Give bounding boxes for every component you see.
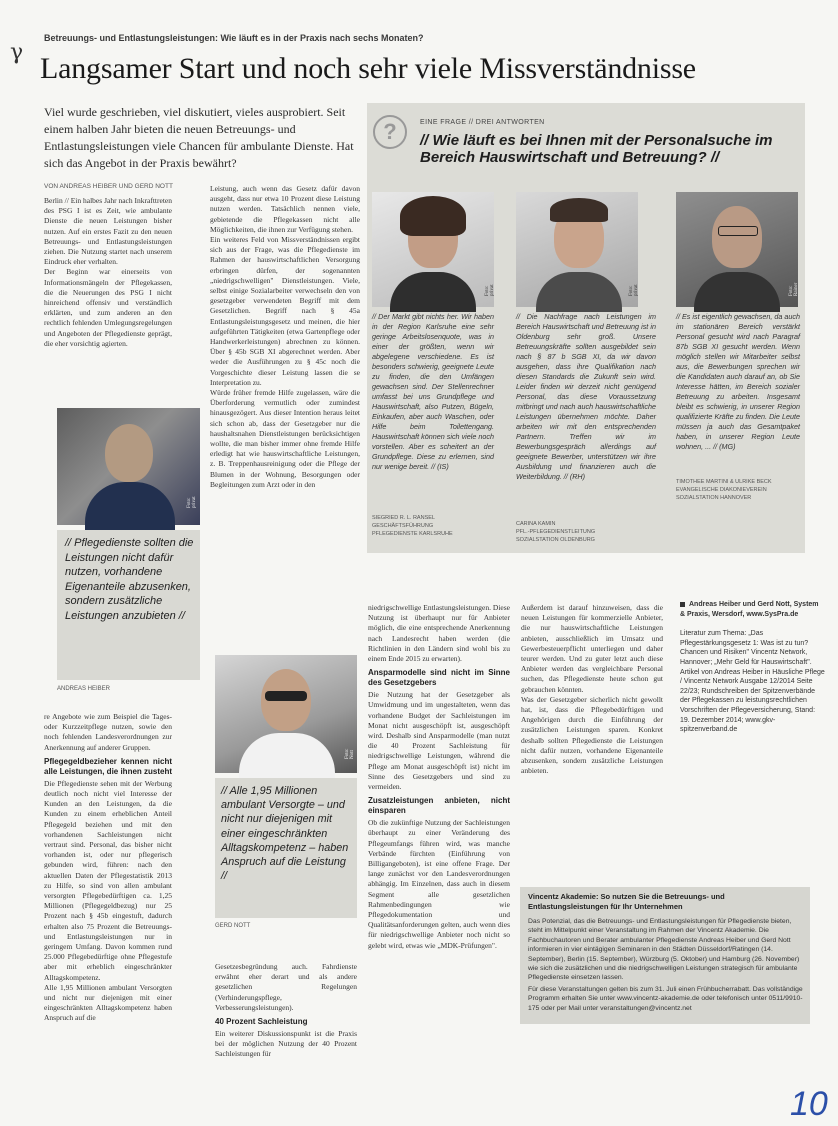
paragraph: Gesetzesbegründung auch. Fahrdienste erwähnt eher derart und als andere gesetzlichen Regelungen (Verhinderungspflege, Verbesserungsleistungen). — [215, 962, 357, 1012]
bullet-square-icon — [680, 602, 685, 607]
column-1-bottom — [44, 712, 172, 1024]
info-box-title: Vincentz Akademie: So nutzen Sie die Betreuungs- und Entlastungsleistungen für Ihr Unternehmen — [528, 892, 725, 911]
respondent-photo-1 — [372, 192, 494, 307]
photo-credit: Foto: Rainer — [789, 282, 799, 296]
info-box — [520, 887, 810, 1024]
answer-text: // Die Nachfrage nach Leistungen im Bereich Hauswirtschaft und Betreuung ist in Oldenburg sehr groß. Unsere Betreuungskräfte sollten ausgebildet sein nach § 87 b SGB XI, da wir davon ausgehen, dass ihre Qualifikation nach diesen Standards die Zukunft sein wird. Leider finden wir derzeit nicht genügend Personal, das diese Voraussetzung mitbringt und nach auch hauswirtschaftliche Leistungen übernehmen möchte. Daher arbeiten wir mit den entsprechenden Partnern. Treffen wir im Bewerbungsgespräch allerdings auf geeignete Bewerber, unterstützen wir ihre Ausbildung und finanzieren auch die Weiterbildung. // — [516, 312, 656, 481]
portrait-hair — [550, 198, 608, 222]
survey-signature-3: TIMOTHEE MARTINI & ULRIKE BECK EVANGELISCHE DIAKONIEVEREIN SOZIALSTATION HANNOVER — [676, 479, 772, 501]
pen-mark: γ — [10, 40, 24, 65]
column-1-top — [44, 196, 172, 349]
survey-kicker: EINE FRAGE // DREI ANTWORTEN — [420, 119, 545, 126]
section-heading: Ansparmodelle sind nicht im Sinne des Gesetzgebers — [368, 668, 510, 688]
answer-initials: (IS) — [437, 462, 449, 471]
literature-note: Literatur zum Thema: „Das Pflegestärkungsgesetz 1: Was ist zu tun? Chancen und Risiken" Vincentz Network, Hannover; „Mehr Geld für Hauswirtschaft". Artikel von Andreas Heiber in Häusliche Pflege / Vincentz Network Ausgabe 12/2014 Seite 22/23; Rundschreiben der Spitzenverbände der Pflegekassen zu leistungsrechtlichen Vorschriften der Pflegeversicherung, Stand: 19. Dezember 2014; www.gkv-spitzenverband.de — [680, 630, 825, 734]
portrait-face — [105, 424, 153, 482]
pull-quote-text: // Pflegedienste sollten die Leistungen nicht dafür nutzen, vorhandene Eigenanteile abzusenken, sondern zusätzliche Leistungen anzubieten // — [65, 537, 194, 622]
answer-text: // Es ist eigentlich gewachsen, da auch im stationären Bereich verstärkt Personal gesucht wird nach Paragraf 87b SGB XI gesucht werden. Wenn möglich stellen wir Mitarbeiter selbst aus, die Bewerbungen sprechen wir die Kandidaten auch darauf an, ob Sie Interesse hätten, im Bereich sozialer Betreuung zu arbeiten. Insgesamt bleibt es schwierig, in unserer Region qualifizierte Kräfte zu finden. Die Leute müssen ja auch das Gesamtpaket haben, in unserer Region Leute wohnen, ... // — [676, 312, 800, 451]
paragraph: Die Pflegedienste sehen mit der Werbung deutlich noch nicht viel Interesse der Kunden an den Leistungen, da die Kunden zu einem erheblichen Anteil Pflegegeld beziehen und mit den vorhandenen Sachleistungen nicht vertraut sind. Personal, das bisher nicht vorhanden ist, oder nur pflegerisch gebunden wird, führen: nach den aktuellen Daten der Pflegestatistik 2013 zu Hilfe, so sind von allen ambulant versorgten Pflegebedürftigen ca. 1,25 Millionen (Pflegegeldbezug) nur 25 Prozent nach § 45b eingestuft, dadurch erhalten also 75 Prozent die Betreuungs- und Entlastungsleistungen nur in geringem Umfang. Davon kommen rund 25.000 Pflegebedürftige ohne Pflegestufe aber mit erheblich eingeschränkter Alltagskompetenz. — [44, 778, 172, 982]
column-2-top — [210, 184, 360, 490]
page-number: 10 — [790, 1085, 828, 1123]
portrait-shirt — [85, 482, 175, 532]
glasses-icon — [718, 226, 758, 236]
info-box-paragraph: Das Potenzial, das die Betreuungs- und Entlastungsleistungen für Pflegedienste bieten, steht im Mittelpunkt einer Veranstaltung im Rahmen der Vincentz Akademie. Die Fachbuchautoren und Berater ambulanter Pflegedienste Andreas Heiber und Gerd Nott informieren in vier eintägigen Seminaren in den Städten Düsseldorf/Ratingen (14. September), Berlin (15. September), Würzburg (5. Oktober) und Hamburg (26. November) wie sich die zusätzlichen und die niedrigschwelligen Leistungen strategisch für ambulante Pflegedienste einsetzen lassen. — [528, 918, 800, 982]
paragraph: Ob die zukünftige Nutzung der Sachleistungen überhaupt zu einer Veränderung des Pflegeumfangs führen wird, was manche Verbände fürchten (Einführung von Billigangeboten), ist eine offene Frage. Der lange zunächst vor den Landesverordnungen abhängig. Im Einzelnen, dass auch in diesem Segment alle gesetzlichen Rahmenbedingungen wie Pflegedokumentation und Qualitätsanforderungen gelten, auch wenn dies für niedrigschwellige Anbieter noch nicht so gelebt wird, etwas wie „MDK-Prüfungen". — [368, 818, 510, 950]
paragraph: Leistung, auch wenn das Gesetz dafür davon ausgeht, dass nur etwa 10 Prozent diese Leistung nutzen werden. Tatsächlich nennen viele, gebietende die Pflegekassen nicht alle Möglichkeiten, die ihnen zur Verfügung stehen. — [210, 184, 360, 234]
respondent-photo-2 — [516, 192, 638, 307]
portrait-face — [712, 206, 762, 268]
column-4 — [521, 603, 663, 776]
survey-signature-2: CARINA KAMIN PFL.-PFLEGEDIENSTLEITUNG SOZIALSTATION OLDENBURG — [516, 521, 596, 543]
pull-quote-author: ANDREAS HEIBER — [57, 686, 111, 692]
paragraph: re Angebote wie zum Beispiel die Tages- oder Kurzzeitpflege nutzen, sowie den noch fehlenden Landesverordnungen zur Anerkennung auf anderer Gruppen. — [44, 712, 172, 752]
respondent-photo-3 — [676, 192, 798, 307]
section-heading: 40 Prozent Sachleistung — [215, 1017, 308, 1027]
survey-answer-1 — [372, 312, 494, 472]
byline: VON ANDREAS HEIBER UND GERD NOTT — [44, 183, 173, 190]
answer-initials: (MG) — [719, 442, 736, 451]
portrait-shirt — [390, 272, 476, 312]
section-heading: Pflegegeldbezieher kennen nicht alle Leistungen, die ihnen zusteht — [44, 756, 173, 776]
author-photo-gerd-nott — [215, 655, 357, 773]
portrait-shirt — [694, 272, 780, 312]
kicker: Betreuungs- und Entlastungsleistungen: Wie läuft es in der Praxis nach sechs Monaten? — [44, 33, 424, 43]
paragraph: Ein weiteres Feld von Missverständnissen ergibt sich aus der Frage, was die Pflegedienste im Rahmen der hauswirtschaftlichen Versorgung erbringen dürfen, der sogenannten „niedrigschwelligen" Dienstleistungen. Viele, selbst einige Sozialarbeiter verwechseln den von gesetzgeber verwendeten Begriff mit dem Gesetzlichen. Begriff nach § 45a Entlastungsleistungsgesetz und meinen, die hier aufgeführten Tätigkeiten (etwa Gartenpflege oder Handwerkerleistungen) abrechnen zu können. Über § 45b SGB XI abgerechnet werden. Aber weder die Ausführungen zu § 45c noch die Vorgeschichte dieser Leistung lassen die se Interpretation zu. — [210, 235, 360, 387]
survey-signature-1: SIEGRIED R. L. RANSEL GESCHÄFTSFÜHRUNG PFLEGEDIENSTE KARLSRUHE — [372, 515, 453, 537]
paragraph: Die Nutzung hat der Gesetzgeber als Umwidmung und im ungestalteten, wenn das vorhandene Budget der Sachleistungen im Monat nicht ausgeschöpft ist, ausgeschöpft wird. Deshalb sind Ansparmodelle (man nutzt die 40 Prozent Sachleistung für niedrigschwellige Leistungen, während die Pflege am Monat ausgeschöpft ist) nicht im Sinne des Gesetzgebers und sind zu vermeiden. — [368, 690, 510, 792]
page-title: Langsamer Start und noch sehr viele Missverständnisse — [40, 52, 696, 85]
author-note-text: Andreas Heiber und Gerd Nott, System & Praxis, Wersdorf, www.SysPra.de — [680, 601, 819, 618]
sunglasses-icon — [265, 691, 307, 701]
paragraph: Alle 1,95 Millionen ambulant Versorgten und nicht nur diejenigen mit einer eingeschränkten Alltagskompetenz haben Anspruch auf die — [44, 982, 172, 1023]
portrait-shirt — [536, 272, 622, 312]
paragraph: Ein weiterer Diskussionspunkt ist die Praxis bei der möglichen Nutzung der 40 Prozent Sachleistungen für — [215, 1029, 357, 1059]
paragraph: Würde früher fremde Hilfe zugelassen, wäre die Überforderung vermutlich oder zumindest hinausgezögert. Aus dieser Intention heraus leitet sich schon ab, dass der Gesetzgeber nur die haushaltsnahen Dienstleistungen berücksichtigen wollte, die man bisher immer ohne fremde Hilfe erledigt hat wie hauswirtschaftliche Leistungen, z. B. Treppenhausreinigung oder die Pflege der Blumen in der Wohnung, Besorgungen oder Begleitungen zum Arzt oder in den — [210, 388, 360, 489]
photo-credit: Foto: privat — [485, 284, 495, 296]
photo-credit: Foto: privat — [187, 496, 197, 508]
question-icon: ? — [373, 115, 407, 149]
photo-credit: Foto: Nott — [345, 748, 355, 759]
intro-paragraph: Berlin // Ein halbes Jahr nach Inkrafttreten des PSG I ist es Zeit, wie ambulante Dienste die neuen Leistungen bisher nutzen. Auf ein erstes Fazit zu den neuen Betreuungs- und Entlastungsleistungen ziehen. Die Nutzung startet nach unserem Eindruck eher verhalten. — [44, 196, 172, 267]
answer-initials: (RH) — [569, 472, 585, 481]
sidebar-notes — [680, 600, 825, 735]
paragraph: niedrigschwellige Entlastungsleistungen. Diese Nutzung ist überhaupt nur für Anbieter möglich, die eine entsprechende Anerkennung nach Landesrecht haben werden (die Richtlinien in den Ländern sind wohl bis zu einem Ende 2015 zu erwarten). — [368, 603, 510, 664]
column-3 — [368, 603, 510, 951]
paragraph: Was der Gesetzgeber sicherlich nicht gewollt hat, ist, dass die Pflegebedürftigen und Angehörigen durch die Einführung der zusätzlichen Leistungen sparen. Konkret deshalb sollten Pflegedienste die Leistungen nicht dafür nutzen, vorhandene Eigenanteile abzusenken, sondern zusätzliche Leistungen anbieten. — [521, 694, 663, 776]
photo-credit: Foto: privat — [629, 284, 639, 296]
survey-title: // Wie läuft es bei Ihnen mit der Personalsuche im Bereich Hauswirtschaft und Betreuung? // — [420, 132, 773, 166]
author-photo-andreas-heiber — [57, 408, 200, 525]
section-heading: Zusatzleistungen anbieten, nicht einsparen — [368, 796, 510, 816]
survey-answer-2 — [516, 312, 656, 482]
pull-quote-2 — [215, 778, 357, 918]
paragraph: Der Beginn war einerseits von Informationsmängeln der Pflegekassen, die die Neuerungen des PSG I nicht hinreichend offensiv und verständlich erklärten, und zum anderen an den rechtlich fehlenden Umlegungsregelungen und Angeboten der Pflegedienste geprägt, die eher vorsichtig agierten. — [44, 267, 172, 348]
column-2-bottom — [215, 962, 357, 1060]
survey-answer-3 — [676, 312, 800, 452]
info-box-paragraph: Für diese Veranstaltungen gelten bis zum 31. Juli einen Frühbucherrabatt. Das vollständige Programm erhalten Sie unter www.vincentz-akademie.de oder telefonisch unter 0511/9910-175 oder per Mail unter veranstaltungen@vincentz.net — [528, 986, 803, 1012]
pull-quote-text: // Alle 1,95 Millionen ambulant Versorgte – und nicht nur diejenigen mit einer eingeschränkten Alltagskompetenz – haben Anspruch auf die Leistung // — [221, 785, 349, 883]
portrait-hair — [400, 196, 466, 236]
answer-text: // Der Markt gibt nichts her. Wir haben in der Region Karlsruhe eine sehr geringe Arbeitslosenquote, was in einer der größten, wenn wir abgelegene verschiedene. Es ist besonders schwierig, geeignete Leute zu finden, die den Umfängen gewachsen sind. Der Stellenrechner umfasst bei uns Grundpflege und Hauswirtschaft, also Putzen, Bügeln, Einkaufen, aber auch Waschen, oder Hilfe beim Toilettengang. Hauswirtschaft können sich viele noch vorstellen. Aber es scheitert an der Grundpflege. Diese zu erlernen, sind nur wenige bereit. // — [372, 312, 494, 471]
portrait-shirt — [239, 733, 335, 778]
paragraph: Außerdem ist darauf hinzuweisen, dass die neuen Leistungen für kommerzielle Anbieter, die nur hauswirtschaftliche Leistungen anbieten, ausschließlich im Umsatz und Gewerbesteuerpflicht unterliegen und daher teurer werden. Und zu guter letzt auch diese Anbieter werden das vergleichbare Personal suchen, das Pflegedienste heute schon gut gebrauchen könnten. — [521, 603, 663, 694]
pull-quote-1 — [57, 530, 200, 680]
pull-quote-author: GERD NOTT — [215, 923, 251, 929]
author-note — [680, 600, 825, 619]
lead-paragraph: Viel wurde geschrieben, viel diskutiert, vieles ausprobiert. Seit einem halben Jahr bieten die neuen Betreuungs- und Entlastungsleistungen viele Chancen für ambulante Dienste. Hat sich das Angebot in der Praxis bewährt? — [44, 105, 354, 170]
